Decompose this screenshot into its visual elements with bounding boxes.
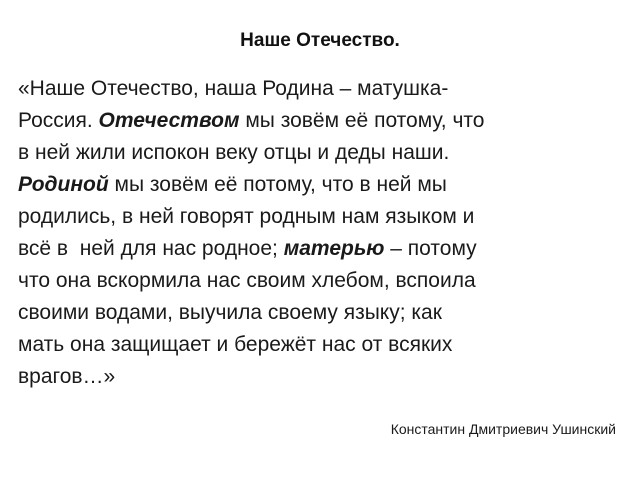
quote-text xyxy=(18,73,618,393)
quote-text-segment: Россия. xyxy=(18,109,99,132)
quote-text-segment: – потому xyxy=(384,237,477,260)
quote-line-2 xyxy=(18,105,618,137)
quote-line-3: в ней жили испокон веку отцы и деды наши. xyxy=(18,141,450,164)
quote-text-segment: всё в ней для нас родное; xyxy=(18,237,284,260)
quote-line-5: родились, в ней говорят родным нам языком и xyxy=(18,205,475,228)
quote-line-9: мать она защищает и бережёт нас от всяких xyxy=(18,333,453,356)
quote-line-8: своими водами, выучила своему языку; как xyxy=(18,301,442,324)
quote-line-4 xyxy=(18,169,618,201)
quote-line-1: «Наше Отечество, наша Родина – матушка- xyxy=(18,77,449,100)
quote-text-segment: мы зовём её потому, что в ней мы xyxy=(108,173,447,196)
quote-line-10: врагов…» xyxy=(18,365,116,388)
quote-author: Константин Дмитриевич Ушинский xyxy=(390,421,616,437)
emphasis-rodinoy: Родиной xyxy=(18,173,109,196)
emphasis-otechestvom: Отечеством xyxy=(98,109,240,132)
quote-text-segment: мы зовём её потому, что xyxy=(239,109,485,132)
quote-line-6 xyxy=(18,233,618,265)
emphasis-materyu: матерью xyxy=(283,237,385,260)
slide-title: Наше Отечество. xyxy=(240,30,400,51)
quote-line-7: что она вскормила нас своим хлебом, вспоила xyxy=(18,269,476,292)
